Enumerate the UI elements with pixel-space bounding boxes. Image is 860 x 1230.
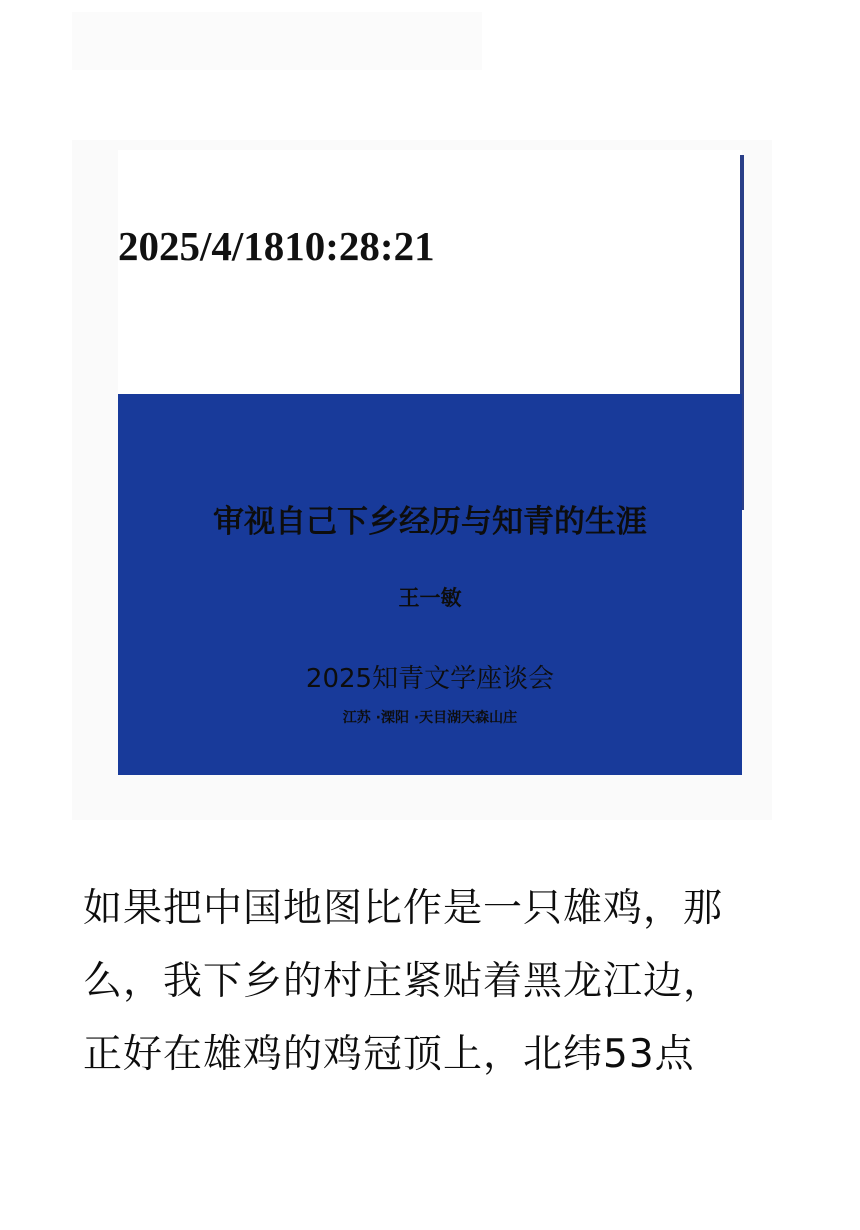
header-band [72,12,482,70]
article-line: 么，我下乡的村庄紧贴着黑龙江边， [83,959,724,1004]
slide-timestamp: 2025/4/1810:28:21 [118,223,435,269]
slide-title: 审视自己下乡经历与知青的生涯 [213,504,647,540]
article-line: 正好在雄鸡的鸡冠顶上，北纬53点 [83,1032,695,1077]
slide-title-panel [118,394,742,775]
slide-top-area [118,150,742,394]
slide-event-name: 2025知青文学座谈会 [305,664,555,694]
slide-location: 江苏 ·溧阳 ·天目湖天森山庄 [342,710,518,726]
slide-author: 王一敏 [398,586,462,610]
article-paragraph [83,872,783,1091]
article-line: 如果把中国地图比作是一只雄鸡，那 [83,886,724,931]
